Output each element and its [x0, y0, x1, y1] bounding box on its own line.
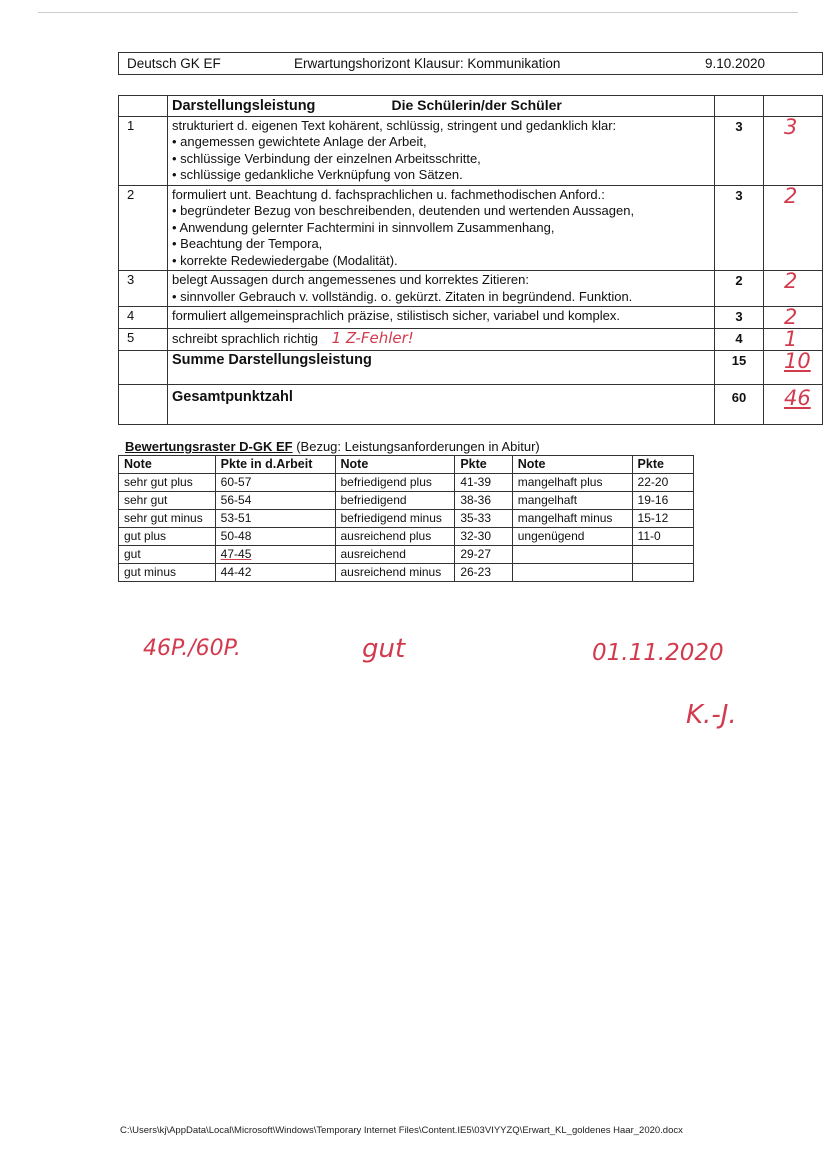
handwritten-points: 46P./60P.: [143, 636, 241, 661]
grading-scale-cell: mangelhaft plus: [512, 474, 632, 492]
grading-scale-cell: ausreichend plus: [335, 528, 455, 546]
handwritten-initials: K.-J.: [686, 700, 737, 730]
document-title: Erwartungshorizont Klausur: Kommunikation: [294, 56, 561, 71]
criterion-number: 5: [119, 329, 168, 351]
grading-scale-cell: 32-30: [455, 528, 512, 546]
grading-scale-cell: sehr gut: [119, 492, 216, 510]
total-max-points: 60: [715, 385, 764, 425]
grading-scale-table: [118, 455, 694, 582]
max-points: 3: [715, 116, 764, 185]
handwritten-date: 01.11.2020: [592, 640, 724, 666]
criterion-text: [168, 271, 715, 307]
awarded-points: 1: [784, 327, 798, 351]
sum-awarded-cell: [764, 351, 823, 385]
error-note: 1 Z-Fehler!: [331, 329, 414, 347]
awarded-points: 2: [784, 269, 798, 293]
criterion-line: • Anwendung gelernter Fachtermini in sinnvollem Zusammenhang,: [172, 219, 555, 235]
grading-scale-cell: gut minus: [119, 564, 216, 582]
criterion-row: [119, 271, 823, 307]
grading-scale-cell: gut: [119, 546, 216, 564]
column-header: Note: [119, 456, 216, 474]
max-points: 4: [715, 329, 764, 351]
grading-scale-cell: 56-54: [215, 492, 335, 510]
awarded-points: 3: [784, 114, 798, 139]
criterion-row: [119, 307, 823, 329]
awarded-points-cell: [764, 271, 823, 307]
sum-label: Summe Darstellungsleistung: [168, 351, 715, 385]
criterion-number: 1: [119, 116, 168, 185]
scan-top-line: [38, 12, 798, 13]
grading-scale-cell: [512, 564, 632, 582]
grading-scale-cell: sehr gut minus: [119, 510, 216, 528]
grading-scale-cell: 41-39: [455, 474, 512, 492]
empty-cell: [715, 96, 764, 117]
grading-scale-cell: ausreichend: [335, 546, 455, 564]
empty-cell: [764, 96, 823, 117]
criterion-line: • Beachtung der Tempora,: [172, 236, 323, 251]
awarded-points-cell: [764, 307, 823, 329]
grading-scale-cell: sehr gut plus: [119, 474, 216, 492]
grading-scale-row: [119, 510, 694, 528]
assessment-table: [118, 95, 823, 425]
criterion-line: • schlüssige gedankliche Verknüpfung von Sätzen.: [172, 167, 463, 182]
grading-scale-row: [119, 546, 694, 564]
total-row: [119, 385, 823, 425]
grading-scale-cell: 19-16: [632, 492, 693, 510]
max-points: 2: [715, 271, 764, 307]
grading-scale-cell: 35-33: [455, 510, 512, 528]
criterion-line: strukturiert d. eigenen Text kohärent, schlüssig, stringent und gedanklich klar:: [172, 117, 617, 133]
criterion-line: belegt Aussagen durch angemessenes und korrektes Zitieren:: [172, 272, 529, 287]
grading-scale-row: [119, 564, 694, 582]
criterion-number: 3: [119, 271, 168, 307]
awarded-points-cell: [764, 116, 823, 185]
grading-scale-cell: 53-51: [215, 510, 335, 528]
sum-max-points: 15: [715, 351, 764, 385]
grading-scale-cell: 50-48: [215, 528, 335, 546]
section-subtitle: Die Schülerin/der Schüler: [391, 97, 562, 113]
criterion-row: [119, 185, 823, 271]
column-header: Pkte in d.Arbeit: [215, 456, 335, 474]
column-header: Pkte: [632, 456, 693, 474]
criterion-line: formuliert allgemeinsprachlich präzise, stilistisch sicher, variabel und komplex.: [172, 308, 620, 323]
course-label: Deutsch GK EF: [127, 56, 221, 71]
grading-scale-reference: (Bezug: Leistungsanforderungen in Abitur): [296, 439, 540, 454]
grading-scale-cell: befriedigend: [335, 492, 455, 510]
awarded-points-cell: [764, 329, 823, 351]
section-title: Darstellungsleistung: [172, 98, 316, 114]
grading-scale-cell: ungenügend: [512, 528, 632, 546]
grading-scale-heading: Bewertungsraster D-GK EF: [125, 439, 293, 454]
grading-scale-cell: [632, 564, 693, 582]
criterion-line: • sinnvoller Gebrauch v. vollständig. o. gekürzt. Zitaten in begründend. Funktion.: [172, 288, 633, 304]
sum-awarded-points: 10: [784, 349, 811, 373]
criterion-text: [168, 185, 715, 271]
criterion-row: [119, 329, 823, 351]
grading-scale-cell: befriedigend plus: [335, 474, 455, 492]
total-awarded-points: 46: [784, 386, 811, 410]
total-awarded-cell: [764, 385, 823, 425]
section-title-cell: [168, 96, 715, 117]
grading-scale-cell: befriedigend minus: [335, 510, 455, 528]
grading-scale-cell: 29-27: [455, 546, 512, 564]
grading-scale-cell: mangelhaft: [512, 492, 632, 510]
criterion-number: 2: [119, 185, 168, 271]
empty-cell: [119, 351, 168, 385]
grading-scale-cell: 38-36: [455, 492, 512, 510]
max-points: 3: [715, 307, 764, 329]
grading-scale-cell: 47-45: [215, 546, 335, 564]
column-header: Note: [512, 456, 632, 474]
grading-scale-cell: 60-57: [215, 474, 335, 492]
column-header: Pkte: [455, 456, 512, 474]
grading-scale-cell: [512, 546, 632, 564]
criterion-line: • schlüssige Verbindung der einzelnen Arbeitsschritte,: [172, 150, 481, 166]
empty-cell: [119, 96, 168, 117]
column-header: Note: [335, 456, 455, 474]
grading-scale-cell: mangelhaft minus: [512, 510, 632, 528]
grading-scale-cell: 22-20: [632, 474, 693, 492]
criterion-text: [168, 329, 715, 351]
criterion-line: • korrekte Redewiedergabe (Modalität).: [172, 252, 398, 268]
criterion-number: 4: [119, 307, 168, 329]
grading-scale-row: [119, 528, 694, 546]
criterion-row: [119, 116, 823, 185]
criterion-line: formuliert unt. Beachtung d. fachsprachlichen u. fachmethodischen Anford.:: [172, 186, 605, 202]
awarded-points: 2: [784, 305, 798, 329]
handwritten-grade: gut: [362, 634, 406, 664]
grading-scale-cell: 15-12: [632, 510, 693, 528]
document-date: 9.10.2020: [705, 56, 766, 71]
total-label: Gesamtpunktzahl: [168, 385, 715, 425]
document-header: [118, 52, 823, 75]
grading-scale-cell: ausreichend minus: [335, 564, 455, 582]
grading-scale-cell: gut plus: [119, 528, 216, 546]
grading-scale-title: [125, 439, 540, 454]
criterion-text: [168, 116, 715, 185]
sum-row: [119, 351, 823, 385]
criterion-line: • begründeter Bezug von beschreibenden, deutenden und wertenden Aussagen,: [172, 203, 635, 218]
grading-scale-row: [119, 492, 694, 510]
grading-scale-cell: 26-23: [455, 564, 512, 582]
empty-cell: [119, 385, 168, 425]
grading-scale-cell: [632, 546, 693, 564]
criterion-line: • angemessen gewichtete Anlage der Arbeit,: [172, 134, 427, 149]
grading-scale-cell: 11-0: [632, 528, 693, 546]
grading-scale-row: [119, 474, 694, 492]
awarded-points: 2: [784, 183, 798, 208]
grading-scale-cell: 44-42: [215, 564, 335, 582]
section-header-row: [119, 96, 823, 117]
max-points: 3: [715, 185, 764, 271]
grading-scale-header-row: [119, 456, 694, 474]
criterion-text: [168, 307, 715, 329]
criterion-line: schreibt sprachlich richtig: [172, 331, 318, 346]
file-path-footer: C:\Users\kj\AppData\Local\Microsoft\Windows\Temporary Internet Files\Content.IE5\03VIYYZQ\Erwart_KL_goldenes Haar_2020.docx: [120, 1125, 683, 1136]
awarded-points-cell: [764, 185, 823, 271]
